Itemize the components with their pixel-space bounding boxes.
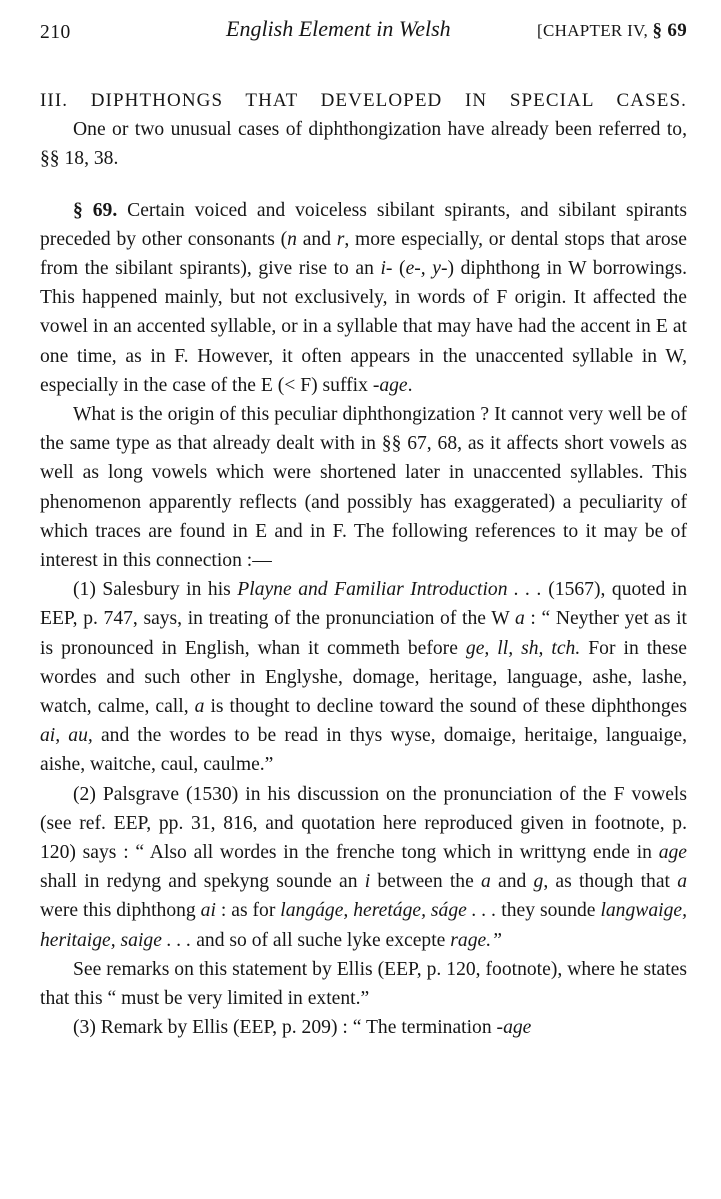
text-run: , as though that xyxy=(543,871,678,893)
text-run: For in these wordes and such other in Englyshe, domage, heritage, language, ashe, lashe, watch, calme, call, xyxy=(40,637,688,718)
text-run: : “ Neyther yet as it is pronounced in English, whan it commeth before xyxy=(40,608,687,659)
text-run: ( xyxy=(392,258,406,280)
text-run: (3) Remark by Ellis (EEP, p. 209) : “ The termination xyxy=(73,1017,497,1039)
text-run: ) diphthong in W borrowings. This happened mainly, but not exclusively, in words of F origin. It affected the vowel in an accented syllable, or in a syllable that may have had the accent in E at one time, as in F. However, it often appears in the unaccented syllable in W, especially in the case of the E (< F) suffix xyxy=(40,258,687,396)
text-run: they sounde xyxy=(496,900,601,922)
reference-1-salesbury xyxy=(40,575,687,779)
reference-3-ellis xyxy=(40,1013,687,1042)
paragraph-origin: What is the origin of this peculiar diphthongization ? It cannot very well be of the same type as that already dealt with in §§ 67, 68, as it affects short vowels as well as long vowels which were shortened later in unaccented syllables. This phenomenon apparently reflects (and possibly has exaggerated) a peculiarity of which traces are found in E and in F. The following references to it may be of interest in this connection :— xyxy=(40,404,687,572)
italic-term: langwaige, heritaige, saige . . . xyxy=(40,900,687,951)
italic-term: langáge, heretáge, ságe . . . xyxy=(280,900,497,922)
italic-term: r xyxy=(336,228,345,250)
reference-2-palsgrave xyxy=(40,780,687,955)
text-run: and so of all suche lyke excepte xyxy=(191,929,451,951)
text-run: were this diphthong xyxy=(40,900,201,922)
text-run: is thought to decline toward the sound of these diphthonges xyxy=(204,696,687,718)
text-run: between the xyxy=(370,871,482,893)
text-run: . xyxy=(407,374,413,396)
section-heading: III. DIPHTHONGS THAT DEVELOPED IN SPECIAL CASES. xyxy=(40,90,687,111)
intro-paragraph: One or two unusual cases of diphthongization have already been referred to, §§ 18, 38. xyxy=(40,119,687,170)
italic-term: -age xyxy=(372,374,408,396)
page-number: 210 xyxy=(40,22,71,43)
chapter-reference xyxy=(537,16,687,45)
book-title: Playne and Familiar Introduction . . . xyxy=(237,579,542,601)
italic-term: g xyxy=(533,871,544,893)
paragraph-remarks: See remarks on this statement by Ellis (EEP, p. 120, footnote), where he states that this “ must be very limited in extent.” xyxy=(40,958,687,1010)
italic-term: a xyxy=(481,871,491,893)
text-run: shall in redyng and spekyng sounde an xyxy=(40,871,365,893)
chapter-reference-section: § 69 xyxy=(652,20,687,41)
italic-term: i- xyxy=(380,258,393,280)
italic-term: a xyxy=(194,696,205,718)
italic-term: ai, au, xyxy=(40,725,93,747)
italic-term: a xyxy=(677,871,687,893)
italic-term: n xyxy=(287,228,297,250)
italic-term: rage.” xyxy=(450,929,502,951)
paragraph-section-69 xyxy=(40,196,687,400)
text-run: (1) Salesbury in his xyxy=(73,579,238,601)
italic-term: age xyxy=(658,842,687,864)
text-run: , more especially, or dental stops that arose from the sibilant spirants), give rise to an xyxy=(40,228,687,280)
italic-term: ge, ll, sh, tch. xyxy=(465,637,581,659)
text-run: and xyxy=(296,228,337,250)
text-run: and xyxy=(490,871,534,893)
section-label: § 69. xyxy=(73,199,118,221)
text-run: Certain voiced and voiceless sibilant spirants, and sibilant spirants preceded by other consonants ( xyxy=(40,199,688,250)
italic-term: -age xyxy=(496,1017,532,1039)
text-run: (2) Palsgrave (1530) in his discussion on the pronunciation of the F vowels (see ref. EEP, pp. 31, 816, and quotation here reproduced given in footnote, p. 120) says : “ Also all wordes in the frenche tong which in writtyng ende in xyxy=(40,783,687,864)
text-run: (1567), quoted in EEP, p. 747, says, in treating of the pronunciation of the W xyxy=(40,579,687,630)
text-run: : as for xyxy=(215,900,281,922)
italic-term: a xyxy=(515,608,525,630)
italic-term: i xyxy=(364,871,371,893)
text-run: and the wordes to be read in thys wyse, domaige, heritaige, languaige, aishe, waitche, caul, caulme.” xyxy=(40,725,687,776)
chapter-reference-open: [CHAPTER IV, xyxy=(537,21,653,40)
italic-term: ai xyxy=(200,900,216,922)
running-title: English Element in Welsh xyxy=(226,16,451,41)
italic-term: e-, y- xyxy=(405,258,448,280)
running-header xyxy=(40,12,687,50)
